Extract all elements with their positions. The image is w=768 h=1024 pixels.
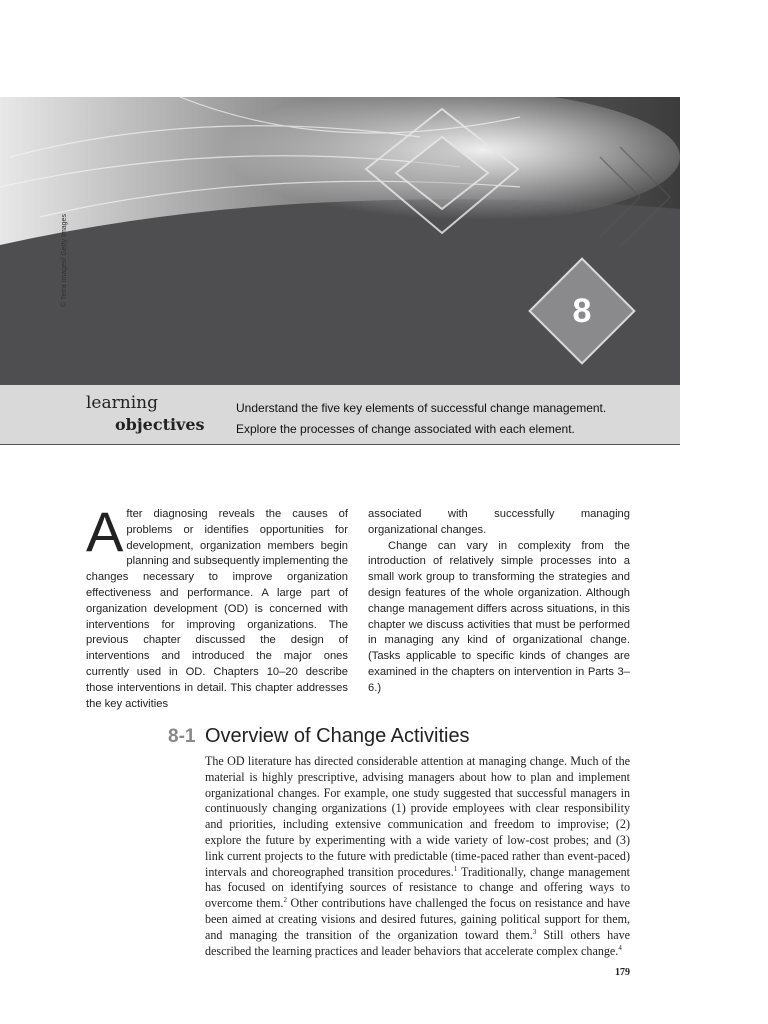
section-number: 8-1	[168, 726, 196, 747]
photo-credit: © Tetra Images/ Getty Images	[61, 214, 68, 307]
chapter-banner	[0, 97, 680, 385]
intro-paragraph-2: Change can vary in complexity from the introduction of relatively simple processes into a small work group to transforming the strategies and design features of the whole organization. Although change management differs across situations, in this chapter we discuss activities that must be performed in managing any kind of organizational change. (Tasks applicable to specific kinds of changes are examined in the chapters on intervention in Parts 3–6.)	[368, 539, 630, 694]
intro-paragraph-continued: associated with successfully managing organizational changes.	[368, 508, 630, 536]
objective-item: Explore the processes of change associated with each element.	[236, 422, 575, 436]
footnote-ref: 3	[532, 927, 537, 936]
learning-objectives-heading-line1: learning	[86, 393, 158, 413]
footnote-ref: 4	[618, 943, 622, 952]
intro-left-column	[86, 500, 348, 712]
section-body	[205, 754, 630, 959]
learning-objectives-heading-line2: objectives	[115, 415, 205, 434]
intro-right-column	[368, 507, 630, 697]
section-body-text: Traditionally, change management has focused on identifying sources of resistance to change and offering ways to overcome them.	[205, 864, 630, 911]
intro-paragraph: fter diagnosing reveals the causes of problems or identifies opportunities for development, organization members begin planning and subsequently implementing the changes necessary to improve organization effectiveness and performance. A large part of organization development (OD) is concerned with interventions for improving organizations. The previous chapter discussed the design of interventions and introduced the major ones currently used in OD. Chapters 10–20 describe those interventions in detail. This chapter addresses the key activities	[86, 508, 348, 710]
footnote-ref: 2	[283, 896, 287, 905]
section-body-text: The OD literature has directed considerable attention at managing change. Much of the material is highly prescriptive, advising managers about how to plan and implement organizational changes. For example, one study suggested that successful managers in continuously changing organizations (1) provide employees with clear responsibility and priorities, including extensive communication and freedom to improvise; (2) explore the future by experimenting with a wide variety of low-cost probes; and (3) link current projects to the future with predictable (time-paced rather than event-paced) intervals and choreographed transition procedures.	[205, 754, 630, 879]
page-number: 179	[615, 967, 630, 978]
drop-cap: A	[86, 500, 124, 563]
section-body-text: Still others have described the learning practices and leader behaviors that accelerate complex change.	[205, 927, 630, 958]
objective-item: Understand the five key elements of successful change management.	[236, 401, 607, 415]
chapter-number: 8	[572, 292, 592, 330]
learning-objectives	[0, 385, 680, 445]
footnote-ref: 1	[453, 864, 458, 873]
section-body-text: Other contributions have challenged the focus on resistance and have been aimed at creating visions and desired futures, gaining political support for them, and managing the transition of the organization toward them.	[205, 896, 630, 942]
objectives-list	[236, 398, 606, 440]
section-title: Overview of Change Activities	[205, 725, 470, 747]
